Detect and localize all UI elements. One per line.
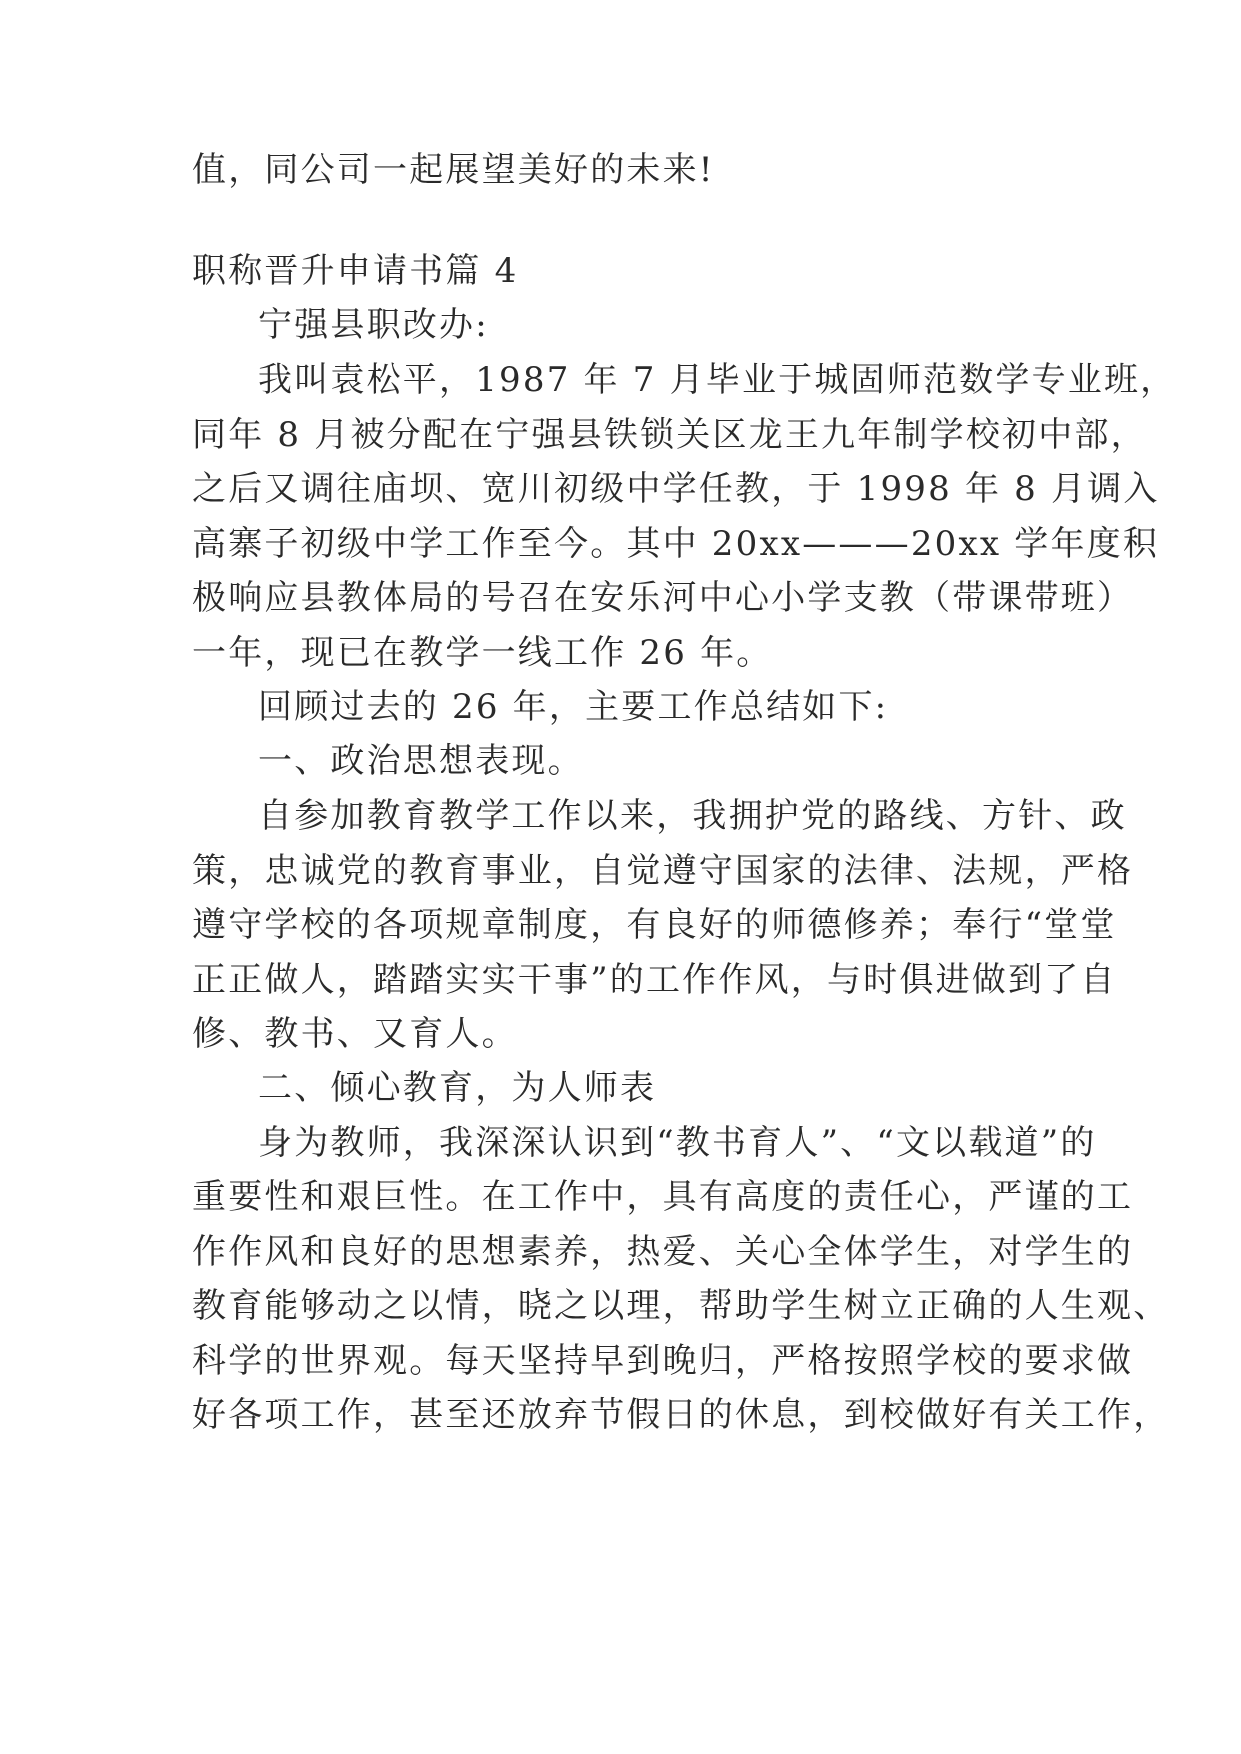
section-heading: 职称晋升申请书篇 4 [192, 251, 519, 291]
body-line: 重要性和艰巨性。在工作中，具有高度的责任心，严谨的工 [192, 1177, 1134, 1217]
body-line: 身为教师，我深深认识到“教书育人”、“文以载道”的 [258, 1123, 1097, 1163]
body-line: 一年，现已在教学一线工作 26 年。 [192, 633, 773, 673]
body-line: 修、教书、又育人。 [192, 1014, 518, 1054]
body-line: 同年 8 月被分配在宁强县铁锁关区龙王九年制学校初中部， [192, 415, 1147, 455]
salutation: 宁强县职改办: [258, 305, 489, 345]
body-line: 我叫袁松平，1987 年 7 月毕业于城固师范数学专业班， [258, 360, 1177, 400]
body-line: 遵守学校的各项规章制度，有良好的师德修养；奉行“堂堂 [192, 905, 1117, 945]
subsection-heading: 二、倾心教育，为人师表 [258, 1068, 657, 1108]
body-line: 回顾过去的 26 年，主要工作总结如下: [258, 687, 889, 727]
subsection-heading: 一、政治思想表现。 [258, 741, 584, 781]
body-line: 正正做人，踏踏实实干事”的工作作风，与时俱进做到了自 [192, 960, 1117, 1000]
body-line: 科学的世界观。每天坚持早到晚归，严格按照学校的要求做 [192, 1341, 1134, 1381]
body-line: 之后又调往庙坝、宽川初级中学任教，于 1998 年 8 月调入 [192, 469, 1160, 509]
body-line: 策，忠诚党的教育事业，自觉遵守国家的法律、法规，严格 [192, 851, 1134, 891]
body-line: 作作风和良好的思想素养，热爱、关心全体学生，对学生的 [192, 1232, 1134, 1272]
body-line: 好各项工作，甚至还放弃节假日的休息，到校做好有关工作， [192, 1395, 1170, 1435]
body-line: 高寨子初级中学工作至今。其中 20xx———20xx 学年度积 [192, 524, 1160, 564]
body-line: 自参加教育教学工作以来，我拥护党的路线、方针、政 [258, 796, 1127, 836]
continuation-line: 值，同公司一起展望美好的未来! [192, 150, 715, 190]
body-line: 教育能够动之以情，晓之以理，帮助学生树立正确的人生观、 [192, 1286, 1170, 1326]
body-line: 极响应县教体局的号召在安乐河中心小学支教（带课带班） [192, 578, 1134, 618]
